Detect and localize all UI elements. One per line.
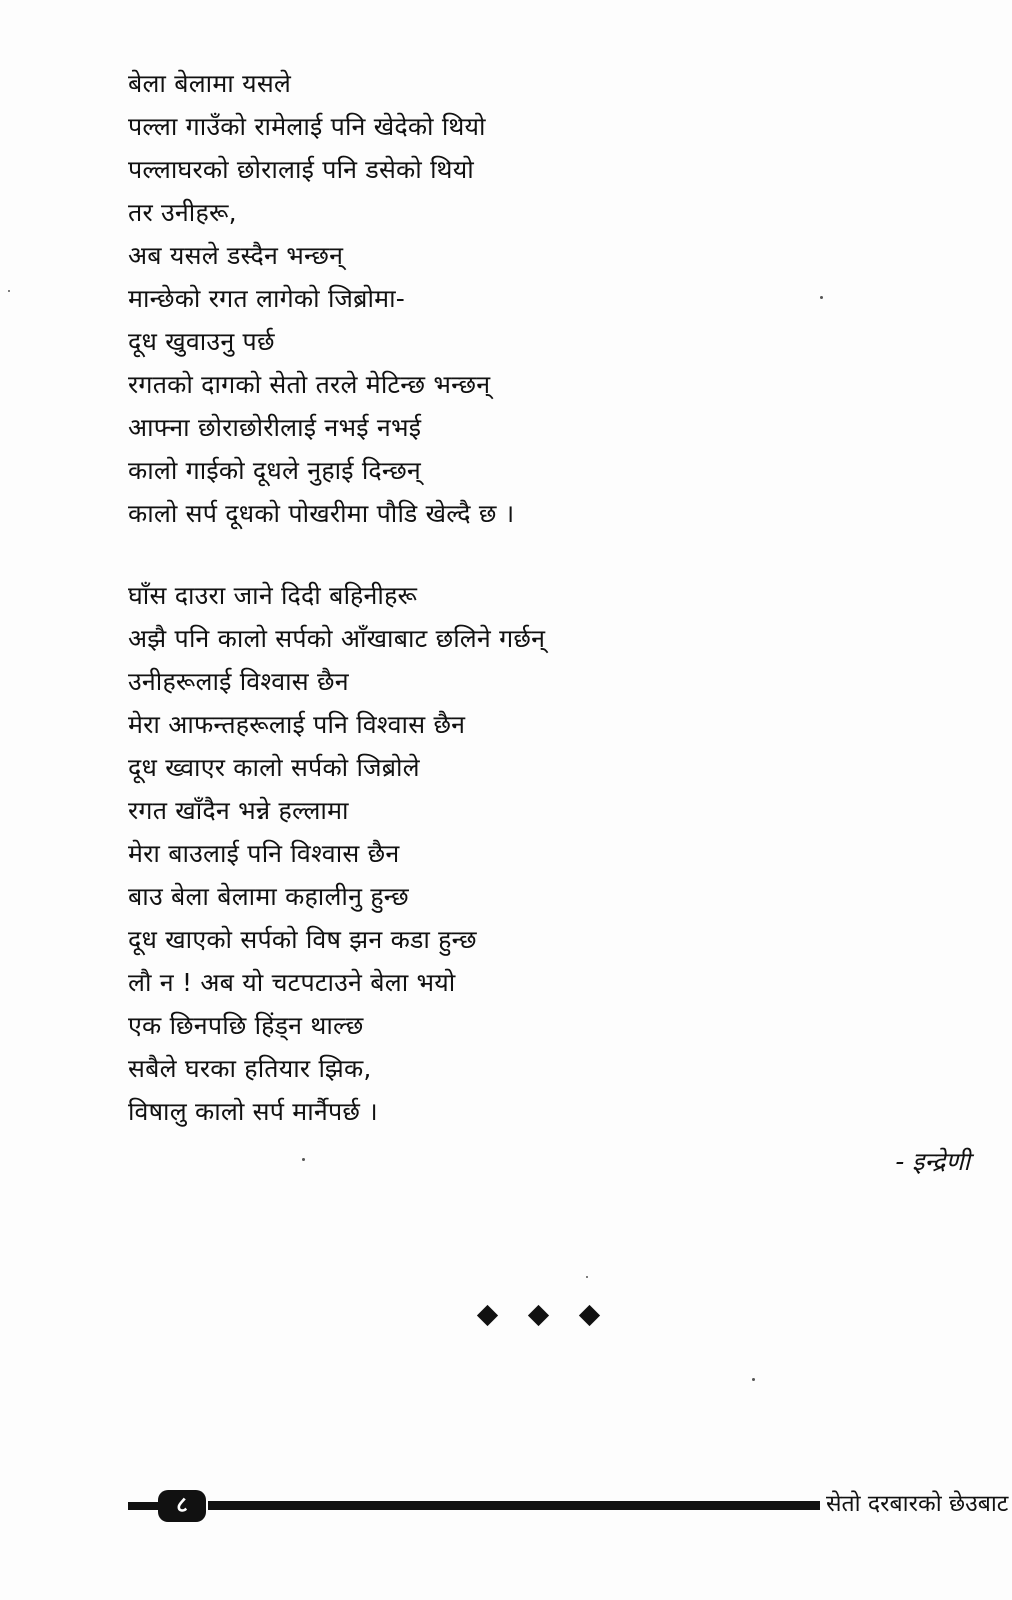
diamond-icon xyxy=(477,1304,498,1325)
poem-line: दूध ख्वाएर कालो सर्पको जिब्रोले xyxy=(128,753,420,782)
poem-line: तर उनीहरू, xyxy=(128,198,237,227)
poem-line: अझै पनि कालो सर्पको आँखाबाट छलिने गर्छन् xyxy=(128,624,546,653)
poem-line: उनीहरूलाई विश्वास छैन xyxy=(128,667,349,696)
poem-line: मान्छेको रगत लागेको जिब्रोमा- xyxy=(128,284,405,313)
scan-speck xyxy=(820,296,823,299)
poem-line: मेरा आफन्तहरूलाई पनि विश्वास छैन xyxy=(128,710,466,739)
diamond-icon xyxy=(579,1304,600,1325)
poem-line: बाउ बेला बेलामा कहालीनु हुन्छ xyxy=(128,882,409,911)
poem-line: कालो गाईको दूधले नुहाई दिन्छन् xyxy=(128,456,421,485)
running-title: सेतो दरबारको छेउबाट xyxy=(826,1491,1009,1517)
page-number: ८ xyxy=(158,1490,206,1522)
diamond-icon xyxy=(528,1304,549,1325)
poem-line: दूध खाएको सर्पको विष झन कडा हुन्छ xyxy=(128,925,477,954)
poem-line: सबैले घरका हतियार झिक, xyxy=(128,1054,372,1083)
poem-line: रगतको दागको सेतो तरले मेटिन्छ भन्छन् xyxy=(128,370,491,399)
poem-line: कालो सर्प दूधको पोखरीमा पौडि खेल्दै छ । xyxy=(128,499,515,528)
poem-line: विषालु कालो सर्प मार्नैपर्छ । xyxy=(128,1097,378,1126)
poem-line: पल्लाघरको छोरालाई पनि डसेको थियो xyxy=(128,155,474,184)
poem-line: बेला बेलामा यसले xyxy=(128,69,292,98)
scan-speck xyxy=(586,1276,588,1278)
section-ornament xyxy=(480,1300,640,1330)
footer-rule-left xyxy=(128,1502,162,1510)
page-footer xyxy=(120,1482,1009,1526)
poem-stanza-1 xyxy=(128,62,748,535)
poem-line: पल्ला गाउँको रामेलाई पनि खेदेको थियो xyxy=(128,112,486,141)
scan-speck xyxy=(302,1158,305,1161)
poem-line: घाँस दाउरा जाने दिदी बहिनीहरू xyxy=(128,581,418,610)
poem-line: आफ्ना छोराछोरीलाई नभई नभई xyxy=(128,413,422,442)
poem-author: - इन्द्रेणी xyxy=(895,1147,970,1176)
poem-stanza-2 xyxy=(128,574,748,1133)
poem-line: मेरा बाउलाई पनि विश्वास छैन xyxy=(128,839,400,868)
poem-line: दूध खुवाउनु पर्छ xyxy=(128,327,275,356)
poem-line: अब यसले डस्दैन भन्छन् xyxy=(128,241,344,270)
poem-line: रगत खाँदैन भन्ने हल्लामा xyxy=(128,796,349,825)
poem-line: एक छिनपछि हिंड्न थाल्छ xyxy=(128,1011,364,1040)
poem-line: लौ न ! अब यो चटपटाउने बेला भयो xyxy=(128,968,456,997)
scan-speck xyxy=(8,290,10,292)
footer-rule xyxy=(208,1501,820,1510)
scan-speck xyxy=(752,1378,755,1381)
